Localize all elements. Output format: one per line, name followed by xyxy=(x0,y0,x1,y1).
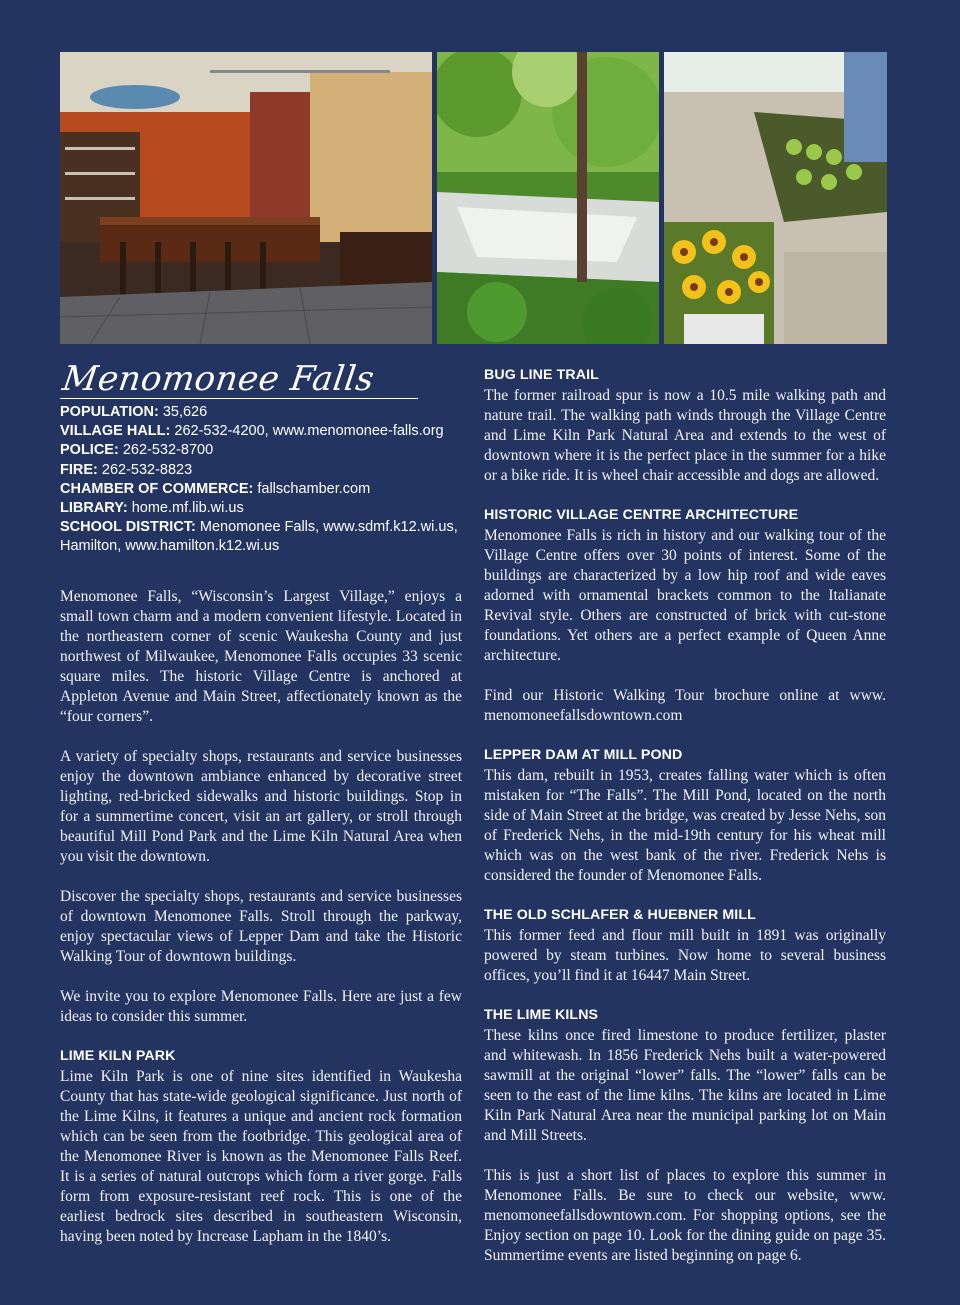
lepper-dam-text: This dam, rebuilt in 1953, creates falling water which is often mistaken for “The Falls”. The Mill Pond, located on the north side of Main Street at the bridge, was created by Jesse Nehs, son of Frederick Nehs, in the mid-19th century for his wheat mill which was on the west bank of the river. Frederick Nehs is considered the founder of Menomonee Falls. xyxy=(484,767,886,884)
right-column xyxy=(484,366,886,1266)
intro-paragraph-4: We invite you to explore Menomonee Falls. Here are just a few ideas to consider this summer. xyxy=(60,987,462,1025)
closing-text: This is just a short list of places to explore this summer in Menomonee Falls. Be sure to check our website, www. menomoneefallsdowntown.com. For shopping options, see the Enjoy section on page 10. Look for the dining guide on page 35. Summertime events are listed beginning on page 6. xyxy=(484,1167,886,1264)
architecture-text: Menomonee Falls is rich in history and our walking tour of the Village Centre offers over 30 points of interest. Some of the buildings are characterized by a low hip roof and wide eaves adorned with ornamental brackets common to the Italianate Revival style. Others are constructed of brick with cut-stone foundations. Yet others are a perfect example of Queen Anne architecture. xyxy=(484,527,886,664)
bar-interior-photo xyxy=(60,52,432,344)
fact-village-hall xyxy=(60,422,462,441)
bug-line-heading: BUG LINE TRAIL xyxy=(484,367,599,383)
mill-text: This former feed and flour mill built in 1891 was originally powered by steam turbines. Now home to several business offices, you’ll find it at 16447 Main Street. xyxy=(484,927,886,984)
lime-kiln-park-heading: LIME KILN PARK xyxy=(60,1047,176,1064)
fact-value: 262-532-4200, www.menomonee-falls.org xyxy=(170,423,444,440)
photo-river-waterfall-icon xyxy=(437,52,659,344)
fact-chamber xyxy=(60,480,462,499)
photo-restaurant-bar-icon xyxy=(60,52,432,344)
fact-label: CHAMBER OF COMMERCE: xyxy=(60,480,254,497)
lime-kilns-heading: THE LIME KILNS xyxy=(484,1007,599,1023)
intro-paragraph-3: Discover the specialty shops, restaurants and service businesses of downtown Menomonee Falls. Stroll through the parkway, enjoy spectacular views of Lepper Dam and take the Historic Walking Tour of downtown buildings. xyxy=(60,887,462,965)
architecture-heading: HISTORIC VILLAGE CENTRE ARCHITECTURE xyxy=(484,507,799,523)
fact-value: 262-532-8823 xyxy=(97,461,193,478)
fact-fire xyxy=(60,461,462,480)
fact-value: home.mf.lib.wi.us xyxy=(127,500,244,517)
fact-label: FIRE: xyxy=(60,461,98,478)
fact-library xyxy=(60,499,462,518)
fact-label: SCHOOL DISTRICT: xyxy=(60,519,196,536)
bug-line-text: The former railroad spur is now a 10.5 mile walking path and nature trail. The walking path winds through the Village Centre and Lime Kiln Park Natural Area and extends to the west of downtown where it is the perfect place in the summer for a hike or a bike ride. It is wheel chair accessible and dogs are allowed. xyxy=(484,387,886,484)
fact-population xyxy=(60,403,462,422)
walking-tour-text: Find our Historic Walking Tour brochure online at www. menomoneefallsdowntown.com xyxy=(484,687,886,724)
mill-heading: THE OLD SCHLAFER & HUEBNER MILL xyxy=(484,907,756,923)
fact-label: VILLAGE HALL: xyxy=(60,423,171,440)
falls-photo xyxy=(437,52,659,344)
lepper-dam-heading: LEPPER DAM AT MILL POND xyxy=(484,747,683,763)
photo-market-flowers-icon xyxy=(664,52,887,344)
fact-label: LIBRARY: xyxy=(60,500,128,517)
intro-paragraph-1: Menomonee Falls, “Wisconsin’s Largest Village,” enjoys a small town charm and a modern convenient lifestyle. Located in the northeastern corner of scenic Waukesha County and just northwest of Milwaukee, Menomonee Falls occupies 33 scenic square miles. The historic Village Centre is anchored at Appleton Avenue and Main Street, affectionately known as the “four corners”. xyxy=(60,587,462,725)
fact-label: POPULATION: xyxy=(60,404,159,420)
fact-value: Menomonee Falls, www.sdmf.k12.wi.us, Hamilton, www.hamilton.k12.wi.us xyxy=(60,519,458,555)
fact-value: 35,626 xyxy=(158,404,208,420)
fact-label: POLICE: xyxy=(60,442,119,459)
left-column xyxy=(60,360,462,1247)
lime-kiln-park-text: Lime Kiln Park is one of nine sites identified in Waukesha County that has state-wide geological significance. Just north of the Lime Kilns, it features a unique and ancient rock formation which can be seen from the footbridge. This geological area of the Menomonee River is known as the Menomonee Falls Reef. It is a series of natural outcrops which form a river gorge. Falls form from exposure-resistant reef rock. This is one of the earliest bedrock sites described in southeastern Wisconsin, having been noted by Increase Lapham in the 1840’s. xyxy=(60,1067,462,1245)
page-title: Menomonee Falls xyxy=(60,360,423,399)
fact-value: fallschamber.com xyxy=(253,480,371,497)
fact-list xyxy=(60,403,462,557)
lime-kilns-text: These kilns once fired limestone to produce fertilizer, plaster and whitewash. In 1856 Frederick Nehs built a water-powered sawmill at the original “lower” falls. The “lower” falls can be seen to the east of the lime kilns. The kilns are located in Lime Kiln Park Natural Area near the municipal parking lot on Main and Mill Streets. xyxy=(484,1027,886,1144)
fact-police xyxy=(60,441,462,460)
fact-value: 262-532-8700 xyxy=(118,442,214,459)
fact-school-district xyxy=(60,518,462,556)
farmers-market-photo xyxy=(664,52,887,344)
intro-paragraph-2: A variety of specialty shops, restaurants and service businesses enjoy the downtown ambiance enhanced by decorative street lighting, red-bricked sidewalks and historic buildings. Stop in for a summertime concert, visit an art gallery, or stroll through beautiful Mill Pond Park and the Lime Kiln Natural Area when you visit the downtown. xyxy=(60,747,462,865)
